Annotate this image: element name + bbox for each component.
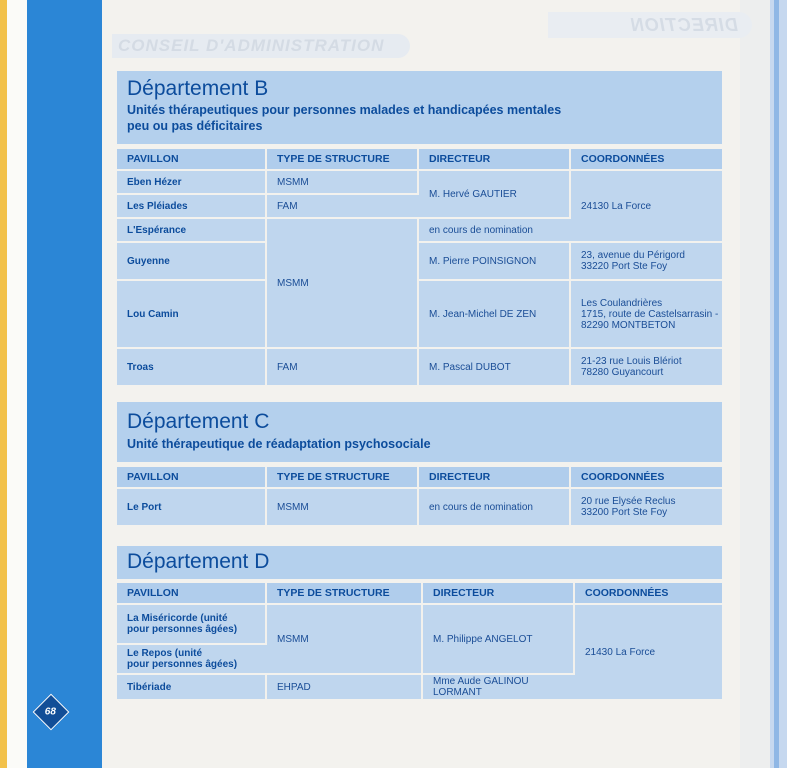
header-coordonnees: COORDONNÉES bbox=[571, 149, 722, 169]
header-structure: TYPE DE STRUCTURE bbox=[267, 467, 419, 487]
pavillon-cell: Troas bbox=[117, 349, 267, 385]
page-number: 68 bbox=[45, 706, 57, 718]
header-directeur: DIRECTEUR bbox=[419, 149, 571, 169]
bleed-through-right-header: DIRECTION bbox=[548, 12, 752, 38]
pavillon-line: pour personnes âgées) bbox=[127, 659, 238, 670]
coordonnees-line: 20 rue Elysée Reclus bbox=[581, 496, 676, 507]
header-coordonnees: COORDONNÉES bbox=[571, 467, 722, 487]
pavillon-cell bbox=[117, 605, 267, 643]
directeur-cell: M. Hervé GAUTIER bbox=[419, 171, 571, 217]
directeur-cell: M. Pierre POINSIGNON bbox=[419, 243, 571, 279]
department-b-section bbox=[117, 71, 722, 387]
table-row bbox=[117, 605, 722, 643]
pavillon-cell bbox=[117, 645, 267, 673]
coordonnees-cell: 21430 La Force bbox=[575, 605, 722, 699]
department-b-title: Département B bbox=[127, 77, 269, 100]
pavillon-cell: Tibériade bbox=[117, 675, 267, 699]
pavillon-cell: Lou Camin bbox=[117, 281, 267, 347]
pavillon-cell: Guyenne bbox=[117, 243, 267, 279]
right-edge-strip bbox=[770, 0, 787, 768]
department-c-section bbox=[117, 402, 722, 527]
coordonnees-line: 33200 Port Ste Foy bbox=[581, 507, 668, 518]
directeur-line: LORMANT bbox=[433, 687, 482, 698]
bleed-through-left-header: CONSEIL D'ADMINISTRATION bbox=[112, 34, 410, 58]
directeur-cell: en cours de nomination bbox=[419, 489, 571, 525]
coordonnees-line: 23, avenue du Périgord bbox=[581, 250, 685, 261]
table-row bbox=[117, 281, 722, 347]
directeur-cell: M. Jean-Michel DE ZEN bbox=[419, 281, 571, 347]
coordonnees-line: 82290 MONTBETON bbox=[581, 319, 676, 331]
directeur-line: Mme Aude GALINOU bbox=[433, 676, 529, 687]
page-edge-yellow bbox=[0, 0, 7, 768]
directeur-cell: M. Pascal DUBOT bbox=[419, 349, 571, 385]
department-b-header bbox=[117, 71, 722, 144]
table-row bbox=[117, 349, 722, 385]
department-d-header bbox=[117, 546, 722, 579]
structure-cell: MSMM bbox=[267, 489, 419, 525]
table-header-row bbox=[117, 149, 722, 169]
pavillon-cell: Les Pléiades bbox=[117, 195, 267, 217]
department-d-table bbox=[117, 581, 722, 701]
pavillon-cell: L'Espérance bbox=[117, 219, 267, 241]
pavillon-line: Le Repos (unité bbox=[127, 648, 203, 659]
structure-cell: MSMM bbox=[267, 605, 423, 673]
coordonnees-line: 1715, route de Castelsarrasin - bbox=[581, 308, 719, 320]
coordonnees-line: 78280 Guyancourt bbox=[581, 367, 664, 378]
table-header-row bbox=[117, 467, 722, 487]
coordonnees-cell: 24130 La Force bbox=[571, 171, 722, 241]
structure-cell: FAM bbox=[267, 349, 419, 385]
header-structure: TYPE DE STRUCTURE bbox=[267, 583, 423, 603]
coordonnees-line: 33220 Port Ste Foy bbox=[581, 261, 668, 272]
pavillon-line: pour personnes âgées) bbox=[127, 624, 238, 635]
right-margin bbox=[740, 0, 770, 768]
coordonnees-line: Les Coulandrières bbox=[581, 297, 663, 309]
page-edge-white bbox=[7, 0, 27, 768]
directeur-cell bbox=[423, 675, 575, 699]
header-pavillon: PAVILLON bbox=[117, 583, 267, 603]
coordonnees-cell bbox=[571, 349, 722, 385]
header-pavillon: PAVILLON bbox=[117, 467, 267, 487]
department-c-header bbox=[117, 402, 722, 462]
coordonnees-cell bbox=[571, 281, 722, 347]
directeur-cell: M. Philippe ANGELOT bbox=[423, 605, 575, 673]
department-c-title: Département C bbox=[127, 410, 270, 433]
structure-cell: MSMM bbox=[267, 171, 419, 193]
table-row bbox=[117, 171, 722, 193]
coordonnees-cell bbox=[571, 243, 722, 279]
department-c-subtitle: Unité thérapeutique de réadaptation psychosociale bbox=[127, 437, 431, 451]
header-directeur: DIRECTEUR bbox=[423, 583, 575, 603]
department-d-title: Département D bbox=[127, 550, 270, 573]
header-pavillon: PAVILLON bbox=[117, 149, 267, 169]
coordonnees-line: 21-23 rue Louis Blériot bbox=[581, 356, 682, 367]
table-row bbox=[117, 243, 722, 279]
coordonnees-cell bbox=[571, 489, 722, 525]
department-b-table bbox=[117, 147, 722, 387]
pavillon-cell: Eben Hézer bbox=[117, 171, 267, 193]
header-directeur: DIRECTEUR bbox=[419, 467, 571, 487]
structure-cell: FAM bbox=[267, 195, 419, 217]
header-structure: TYPE DE STRUCTURE bbox=[267, 149, 419, 169]
department-b-subtitle-line-2: peu ou pas déficitaires bbox=[127, 119, 263, 133]
table-row bbox=[117, 489, 722, 525]
department-d-section bbox=[117, 546, 722, 701]
blue-side-band bbox=[27, 0, 102, 768]
structure-cell: EHPAD bbox=[267, 675, 423, 699]
table-header-row bbox=[117, 583, 722, 603]
structure-cell: MSMM bbox=[267, 219, 419, 347]
pavillon-line: La Miséricorde (unité bbox=[127, 613, 228, 624]
pavillon-cell: Le Port bbox=[117, 489, 267, 525]
header-coordonnees: COORDONNÉES bbox=[575, 583, 722, 603]
department-c-table bbox=[117, 465, 722, 527]
directeur-cell: en cours de nomination bbox=[419, 219, 571, 241]
department-b-subtitle-line-1: Unités thérapeutiques pour personnes malades et handicapées mentales bbox=[127, 103, 562, 117]
